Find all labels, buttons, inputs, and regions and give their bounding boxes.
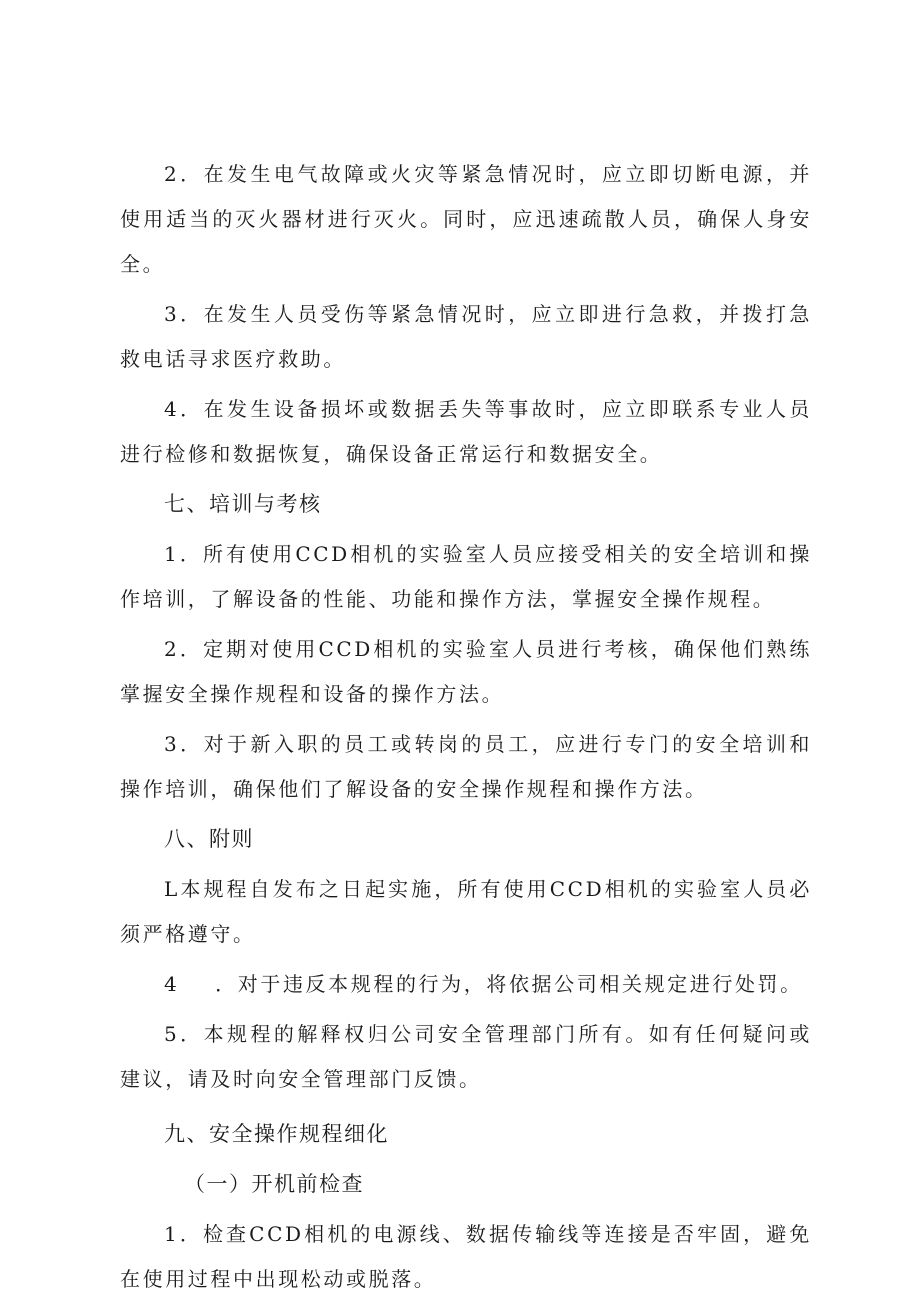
appendix-item-4: 4 ．对于违反本规程的行为，将依据公司相关规定进行处罚。 xyxy=(164,972,803,996)
emergency-item-3: 3．在发生人员受伤等紧急情况时，应立即进行急救，并拨打急救电话寻求医疗救助。 xyxy=(120,302,812,371)
appendix-item-5: 5．本规程的解释权归公司安全管理部门所有。如有任何疑问或建议，请及时向安全管理部门反馈。 xyxy=(120,1022,812,1091)
appendix-item-1: L本规程自发布之日起实施，所有使用CCD相机的实验室人员必须严格遵守。 xyxy=(120,877,812,946)
section-heading-detail: 九、安全操作规程细化 xyxy=(164,1122,389,1146)
training-item-1: 1．所有使用CCD相机的实验室人员应接受相关的安全培训和操作培训，了解设备的性能、功能和操作方法，掌握安全操作规程。 xyxy=(120,542,812,611)
training-item-3: 3．对于新入职的员工或转岗的员工，应进行专门的安全培训和操作培训，确保他们了解设备的安全操作规程和操作方法。 xyxy=(120,732,812,801)
emergency-item-2: 2．在发生电气故障或火灾等紧急情况时，应立即切断电源，并使用适当的灭火器材进行灭火。同时，应迅速疏散人员，确保人身安全。 xyxy=(120,162,812,276)
training-item-2: 2．定期对使用CCD相机的实验室人员进行考核，确保他们熟练掌握安全操作规程和设备的操作方法。 xyxy=(120,637,812,706)
section-heading-appendix: 八、附则 xyxy=(164,827,254,851)
detail-item-1: 1．检查CCD相机的电源线、数据传输线等连接是否牢固，避免在使用过程中出现松动或脱落。 xyxy=(120,1222,812,1291)
subsection-heading-preboot-check: （一）开机前检查 xyxy=(184,1172,364,1196)
emergency-item-4: 4．在发生设备损坏或数据丢失等事故时，应立即联系专业人员进行检修和数据恢复，确保设备正常运行和数据安全。 xyxy=(120,397,812,466)
section-heading-training: 七、培训与考核 xyxy=(164,492,322,516)
